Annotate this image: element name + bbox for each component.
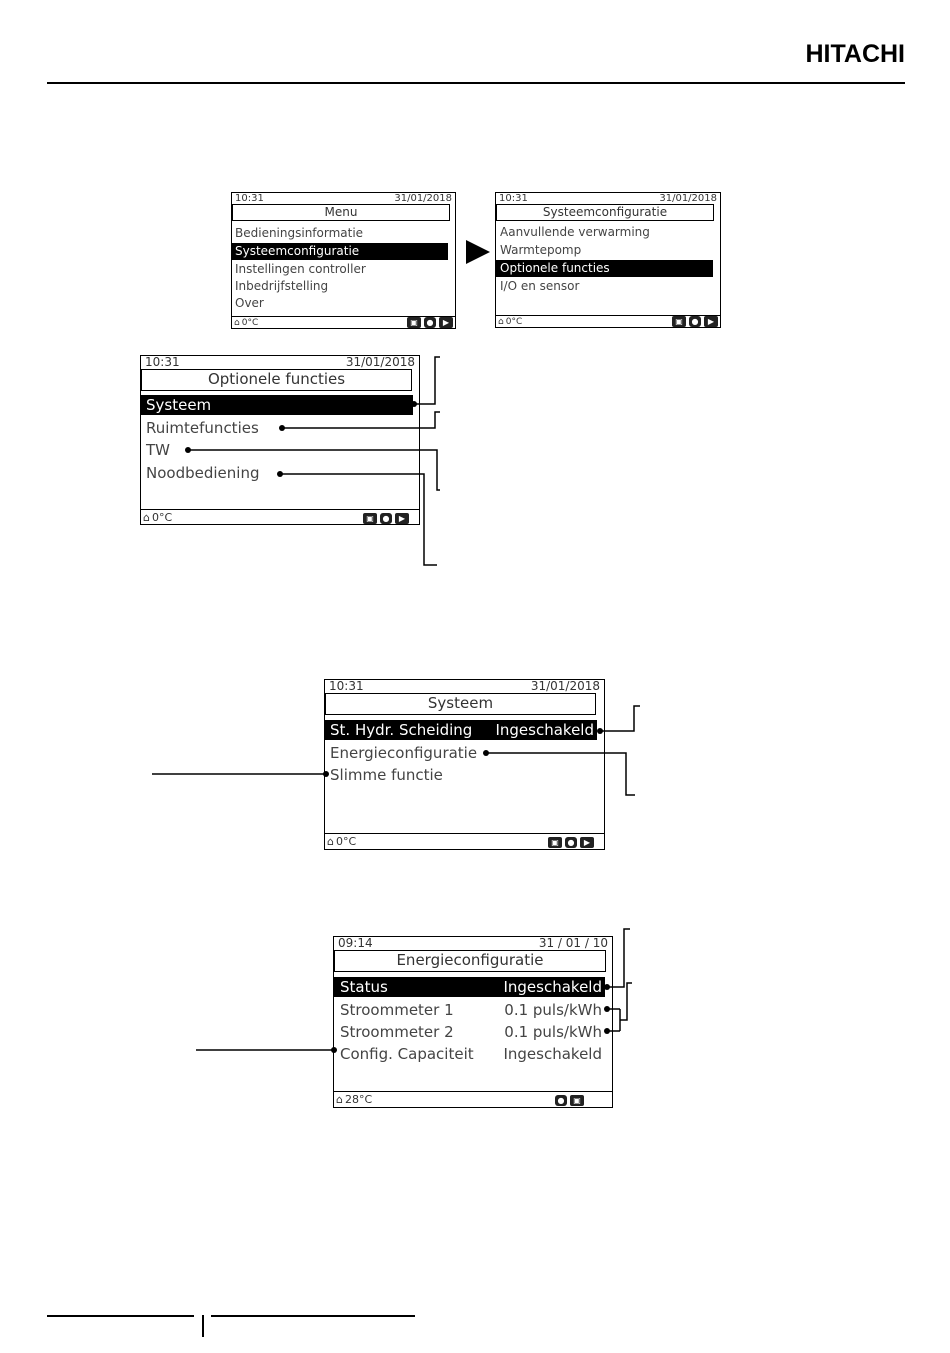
- status-bar: [232, 193, 455, 204]
- clock: 10:31: [329, 679, 364, 693]
- setting-row-hydr-scheiding[interactable]: [325, 720, 597, 740]
- setting-value: Ingeschakeld: [503, 1045, 602, 1063]
- footer-rule-left: [47, 1315, 194, 1317]
- setting-row-config-capaciteit[interactable]: [334, 1044, 605, 1064]
- footer-bar: [325, 833, 604, 849]
- home-icon: ⌂: [143, 510, 150, 524]
- setting-label: Config. Capaciteit: [340, 1045, 474, 1063]
- screen-title: Systeemconfiguratie: [496, 204, 714, 221]
- footer-bar: [334, 1091, 612, 1107]
- setting-value: Ingeschakeld: [495, 721, 594, 739]
- setting-label: Status: [340, 978, 388, 996]
- clock: 10:31: [499, 193, 528, 204]
- clock: 10:31: [145, 355, 180, 369]
- menu-item-bedieningsinformatie[interactable]: Bedieningsinformatie: [235, 226, 364, 240]
- setting-value: 0.1 puls/kWh: [504, 1023, 602, 1041]
- menu-item-io-en-sensor[interactable]: I/O en sensor: [500, 279, 580, 293]
- setting-label: Energieconfiguratie: [330, 744, 478, 762]
- toggle-icon: ▶: [704, 316, 718, 327]
- date: 31/01/2018: [345, 355, 415, 369]
- status-bar: [496, 193, 720, 204]
- setting-value: 0.1 puls/kWh: [504, 1001, 602, 1019]
- header-rule: [47, 82, 905, 84]
- toggle-icon: ▶: [439, 317, 453, 328]
- temperature: 28°C: [344, 1093, 373, 1106]
- menu-item-tw[interactable]: TW: [146, 441, 170, 459]
- screen-title: Energieconfiguratie: [334, 950, 606, 972]
- setting-label: Slimme functie: [330, 766, 443, 784]
- footer-bar: [496, 315, 720, 327]
- home-icon: ⌂: [234, 317, 240, 328]
- setting-row-stroommeter-1[interactable]: [334, 1000, 605, 1020]
- timer-icon: ●: [689, 316, 701, 327]
- menu-screen: [231, 192, 456, 329]
- mode-icon: ▣: [570, 1095, 584, 1106]
- home-icon: ⌂: [336, 1093, 343, 1106]
- temperature: 0°C: [505, 316, 523, 327]
- menu-item-over[interactable]: Over: [235, 296, 264, 310]
- toggle-icon: ▶: [395, 513, 409, 524]
- date: 31 / 01 / 10: [538, 936, 608, 950]
- menu-item-aanvullende-verwarming[interactable]: Aanvullende verwarming: [500, 225, 650, 239]
- menu-item-instellingen-controller[interactable]: Instellingen controller: [235, 262, 366, 276]
- timer-icon: ●: [565, 837, 577, 848]
- arrow-right-icon: [466, 240, 492, 266]
- temperature: 0°C: [335, 835, 357, 848]
- setting-row-status[interactable]: [334, 977, 605, 997]
- setting-row-slimme-functie[interactable]: [325, 765, 597, 785]
- status-bar: [334, 937, 612, 950]
- mode-icon: ▣: [672, 316, 686, 327]
- screen-title: Menu: [232, 204, 450, 221]
- menu-item-systeem[interactable]: Systeem: [141, 395, 413, 415]
- setting-label: Stroommeter 2: [340, 1023, 454, 1041]
- date: 31/01/2018: [659, 193, 717, 204]
- mode-icon: ▣: [548, 837, 562, 848]
- setting-label: St. Hydr. Scheiding: [330, 721, 473, 739]
- status-bar: [325, 680, 604, 693]
- setting-value: Ingeschakeld: [503, 978, 602, 996]
- date: 31/01/2018: [394, 193, 452, 204]
- toggle-icon: ▶: [580, 837, 594, 848]
- screen-title: Systeem: [325, 693, 596, 715]
- status-bar: [141, 356, 419, 369]
- optional-functions-screen: [140, 355, 420, 525]
- footer-bar: [141, 509, 419, 524]
- menu-item-systeemconfiguratie[interactable]: Systeemconfiguratie: [232, 243, 448, 260]
- temperature: 0°C: [151, 510, 173, 524]
- timer-icon: ●: [424, 317, 436, 328]
- footer-bar: [232, 316, 455, 328]
- setting-row-stroommeter-2[interactable]: [334, 1022, 605, 1042]
- temperature: 0°C: [241, 317, 259, 328]
- clock: 10:31: [235, 193, 264, 204]
- screen-title: Optionele functies: [141, 369, 412, 391]
- setting-row-energieconfiguratie[interactable]: [325, 743, 597, 763]
- mode-icon: ▣: [407, 317, 421, 328]
- systeem-screen: [324, 679, 605, 850]
- clock: 09:14: [338, 936, 373, 950]
- energieconfiguratie-screen: [333, 936, 613, 1108]
- menu-item-warmtepomp[interactable]: Warmtepomp: [500, 243, 582, 257]
- footer-rule-right: [211, 1315, 415, 1317]
- setting-label: Stroommeter 1: [340, 1001, 454, 1019]
- menu-item-inbedrijfstelling[interactable]: Inbedrijfstelling: [235, 279, 329, 293]
- home-icon: ⌂: [327, 835, 334, 848]
- menu-item-optionele-functies[interactable]: Optionele functies: [496, 260, 713, 277]
- brand-logo: HITACHI: [805, 40, 905, 68]
- date: 31/01/2018: [530, 679, 600, 693]
- sysconfig-screen: [495, 192, 721, 328]
- menu-item-ruimtefuncties[interactable]: Ruimtefuncties: [146, 419, 259, 437]
- timer-icon: ●: [380, 513, 392, 524]
- home-icon: ⌂: [498, 316, 504, 327]
- menu-item-noodbediening[interactable]: Noodbediening: [146, 464, 260, 482]
- timer-icon: ●: [555, 1095, 567, 1106]
- mode-icon: ▣: [363, 513, 377, 524]
- footer-rule-separator: [202, 1315, 204, 1337]
